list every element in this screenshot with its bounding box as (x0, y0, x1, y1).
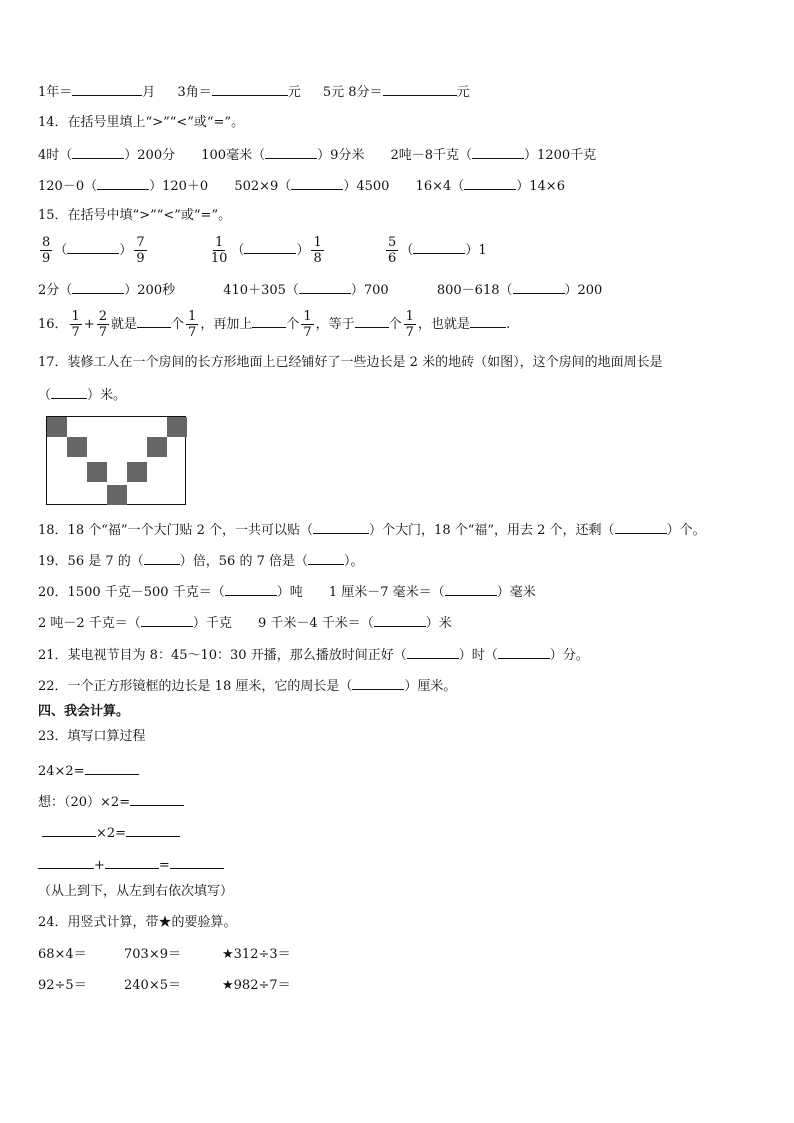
fraction: $\frac{1}{7}$ (71, 309, 80, 340)
floor-tile (167, 417, 187, 437)
question-15-title: 15．在括号中填“>”“<”或“=”。 (38, 208, 232, 223)
answer-blank[interactable] (51, 385, 87, 399)
floor-tile (107, 485, 127, 505)
fraction: $\frac{1}{7}$ (188, 309, 197, 340)
fraction: $\frac{1}{10}$ (210, 235, 228, 266)
answer-blank[interactable] (291, 176, 343, 190)
question-24-title: 24．用竖式计算，带★的要验算。 (38, 915, 237, 930)
answer-blank[interactable] (615, 520, 667, 534)
answer-blank[interactable] (141, 613, 193, 627)
question-17-text: 17．装修工人在一个房间的长方形地面上已经铺好了一些边长是 2 米的地砖（如图），这个房间的地面周长是 (38, 355, 663, 370)
question-23-line-1: 24×2= (38, 761, 139, 781)
answer-blank[interactable] (472, 145, 524, 159)
question-20-row-1: 20．1500 千克－500 千克＝（ ）吨 1 厘米－7 毫米＝（ ）毫米 (38, 582, 536, 602)
fraction: $\frac{5}{6}$ (388, 235, 397, 266)
question-17-answer: （ ）米。 (38, 385, 126, 405)
question-23-line-3: ×2= (38, 823, 180, 843)
answer-blank[interactable] (72, 280, 124, 294)
answer-blank[interactable] (137, 314, 171, 328)
question-14-row-2: 120－0（ ）120＋0 502×9（ ）4500 16×4（ ）14×6 (38, 176, 565, 196)
question-15-row-2: 2分（ ）200秒 410＋305（ ）700 800－618（ ）200 (38, 280, 602, 300)
question-19: 19．56 是 7 的（ ）倍，56 的 7 倍是（ ）。 (38, 551, 364, 571)
text: 元 (456, 85, 470, 100)
answer-blank[interactable] (72, 145, 124, 159)
answer-blank[interactable] (413, 240, 465, 254)
answer-blank[interactable] (265, 145, 317, 159)
text: 月 (142, 85, 156, 100)
fraction: $\frac{7}{9}$ (136, 235, 145, 266)
text: 1年＝ (38, 85, 73, 100)
question-23-line-4: + = (38, 855, 224, 875)
question-15-fraction-row: $\frac{8}{9}$ （ ） $\frac{7}{9}$ $\frac{1}{10}$ （ ） $\frac{1}{8}$ $\frac{5}{6}$ （ ）1 (42, 235, 487, 266)
answer-blank[interactable] (105, 855, 159, 869)
floor-tile (127, 462, 147, 482)
question-14-row-1: 4时（ ）200分 100毫米（ ）9分米 2吨－8千克（ ）1200千克 (38, 145, 596, 165)
fraction: $\frac{1}{8}$ (313, 235, 322, 266)
answer-blank[interactable] (85, 761, 139, 775)
answer-blank[interactable] (252, 314, 286, 328)
question-20-row-2: 2 吨－2 千克＝（ ）千克 9 千米－4 千米＝（ ）米 (38, 613, 452, 633)
answer-blank[interactable] (130, 792, 184, 806)
answer-blank[interactable] (299, 280, 351, 294)
answer-blank[interactable] (383, 82, 457, 96)
question-23-title: 23．填写口算过程 (38, 729, 146, 744)
answer-blank[interactable] (355, 314, 389, 328)
answer-blank[interactable] (67, 240, 119, 254)
question-24-row-2: 92÷5＝ 240×5＝ ★982÷7＝ (38, 978, 291, 993)
text: 元 (287, 85, 301, 100)
answer-blank[interactable] (470, 314, 506, 328)
floor-tile (47, 417, 67, 437)
text: 3角＝ (177, 85, 212, 100)
fraction: $\frac{8}{9}$ (42, 235, 51, 266)
answer-blank[interactable] (97, 176, 149, 190)
floor-tile (67, 437, 87, 457)
answer-blank[interactable] (244, 240, 296, 254)
answer-blank[interactable] (42, 823, 96, 837)
answer-blank[interactable] (225, 582, 277, 596)
answer-blank[interactable] (212, 82, 288, 96)
floor-tile (147, 437, 167, 457)
fraction: $\frac{1}{7}$ (405, 309, 414, 340)
answer-blank[interactable] (144, 551, 180, 565)
answer-blank[interactable] (374, 613, 426, 627)
answer-blank[interactable] (498, 645, 550, 659)
answer-blank[interactable] (445, 582, 497, 596)
question-23-line-2: 想：（20）×2= (38, 792, 184, 812)
question-16: 16． $\frac{1}{7}$ + $\frac{2}{7}$ 就是 个 $\frac{1}{7}$ ，再加上 个 $\frac{1}{7}$ ，等于 个 $\frac{1}{7}$ ，也就是 . (38, 309, 511, 340)
answer-blank[interactable] (126, 823, 180, 837)
answer-blank[interactable] (38, 855, 94, 869)
floor-tile (87, 462, 107, 482)
text: 5元 8分＝ (322, 85, 383, 100)
answer-blank[interactable] (352, 676, 404, 690)
answer-blank[interactable] (513, 280, 565, 294)
question-24-row-1: 68×4＝ 703×9＝ ★312÷3＝ (38, 947, 291, 962)
answer-blank[interactable] (308, 551, 344, 565)
question-23-note: （从上到下，从左到右依次填写） (38, 884, 234, 899)
section-heading: 四、我会计算。 (38, 704, 130, 719)
answer-blank[interactable] (72, 82, 142, 96)
question-14-title: 14．在括号里填上“>”“<”或“=”。 (38, 115, 245, 130)
answer-blank[interactable] (464, 176, 516, 190)
answer-blank[interactable] (313, 520, 369, 534)
question-21: 21．某电视节目为 8：45～10：30 开播，那么播放时间正好（ ）时（ ）分。 (38, 645, 589, 665)
question-22: 22．一个正方形镜框的边长是 18 厘米，它的周长是（ ）厘米。 (38, 676, 456, 696)
unit-conversion-line (38, 82, 470, 102)
fraction: $\frac{1}{7}$ (303, 309, 312, 340)
fraction: $\frac{2}{7}$ (98, 309, 108, 340)
answer-blank[interactable] (170, 855, 224, 869)
floor-tile-diagram (46, 416, 186, 505)
answer-blank[interactable] (407, 645, 459, 659)
question-18: 18．18 个“福”一个大门贴 2 个，一共可以贴（ ）个大门，18 个“福”，用去 2 个，还剩（ ）个。 (38, 520, 706, 540)
